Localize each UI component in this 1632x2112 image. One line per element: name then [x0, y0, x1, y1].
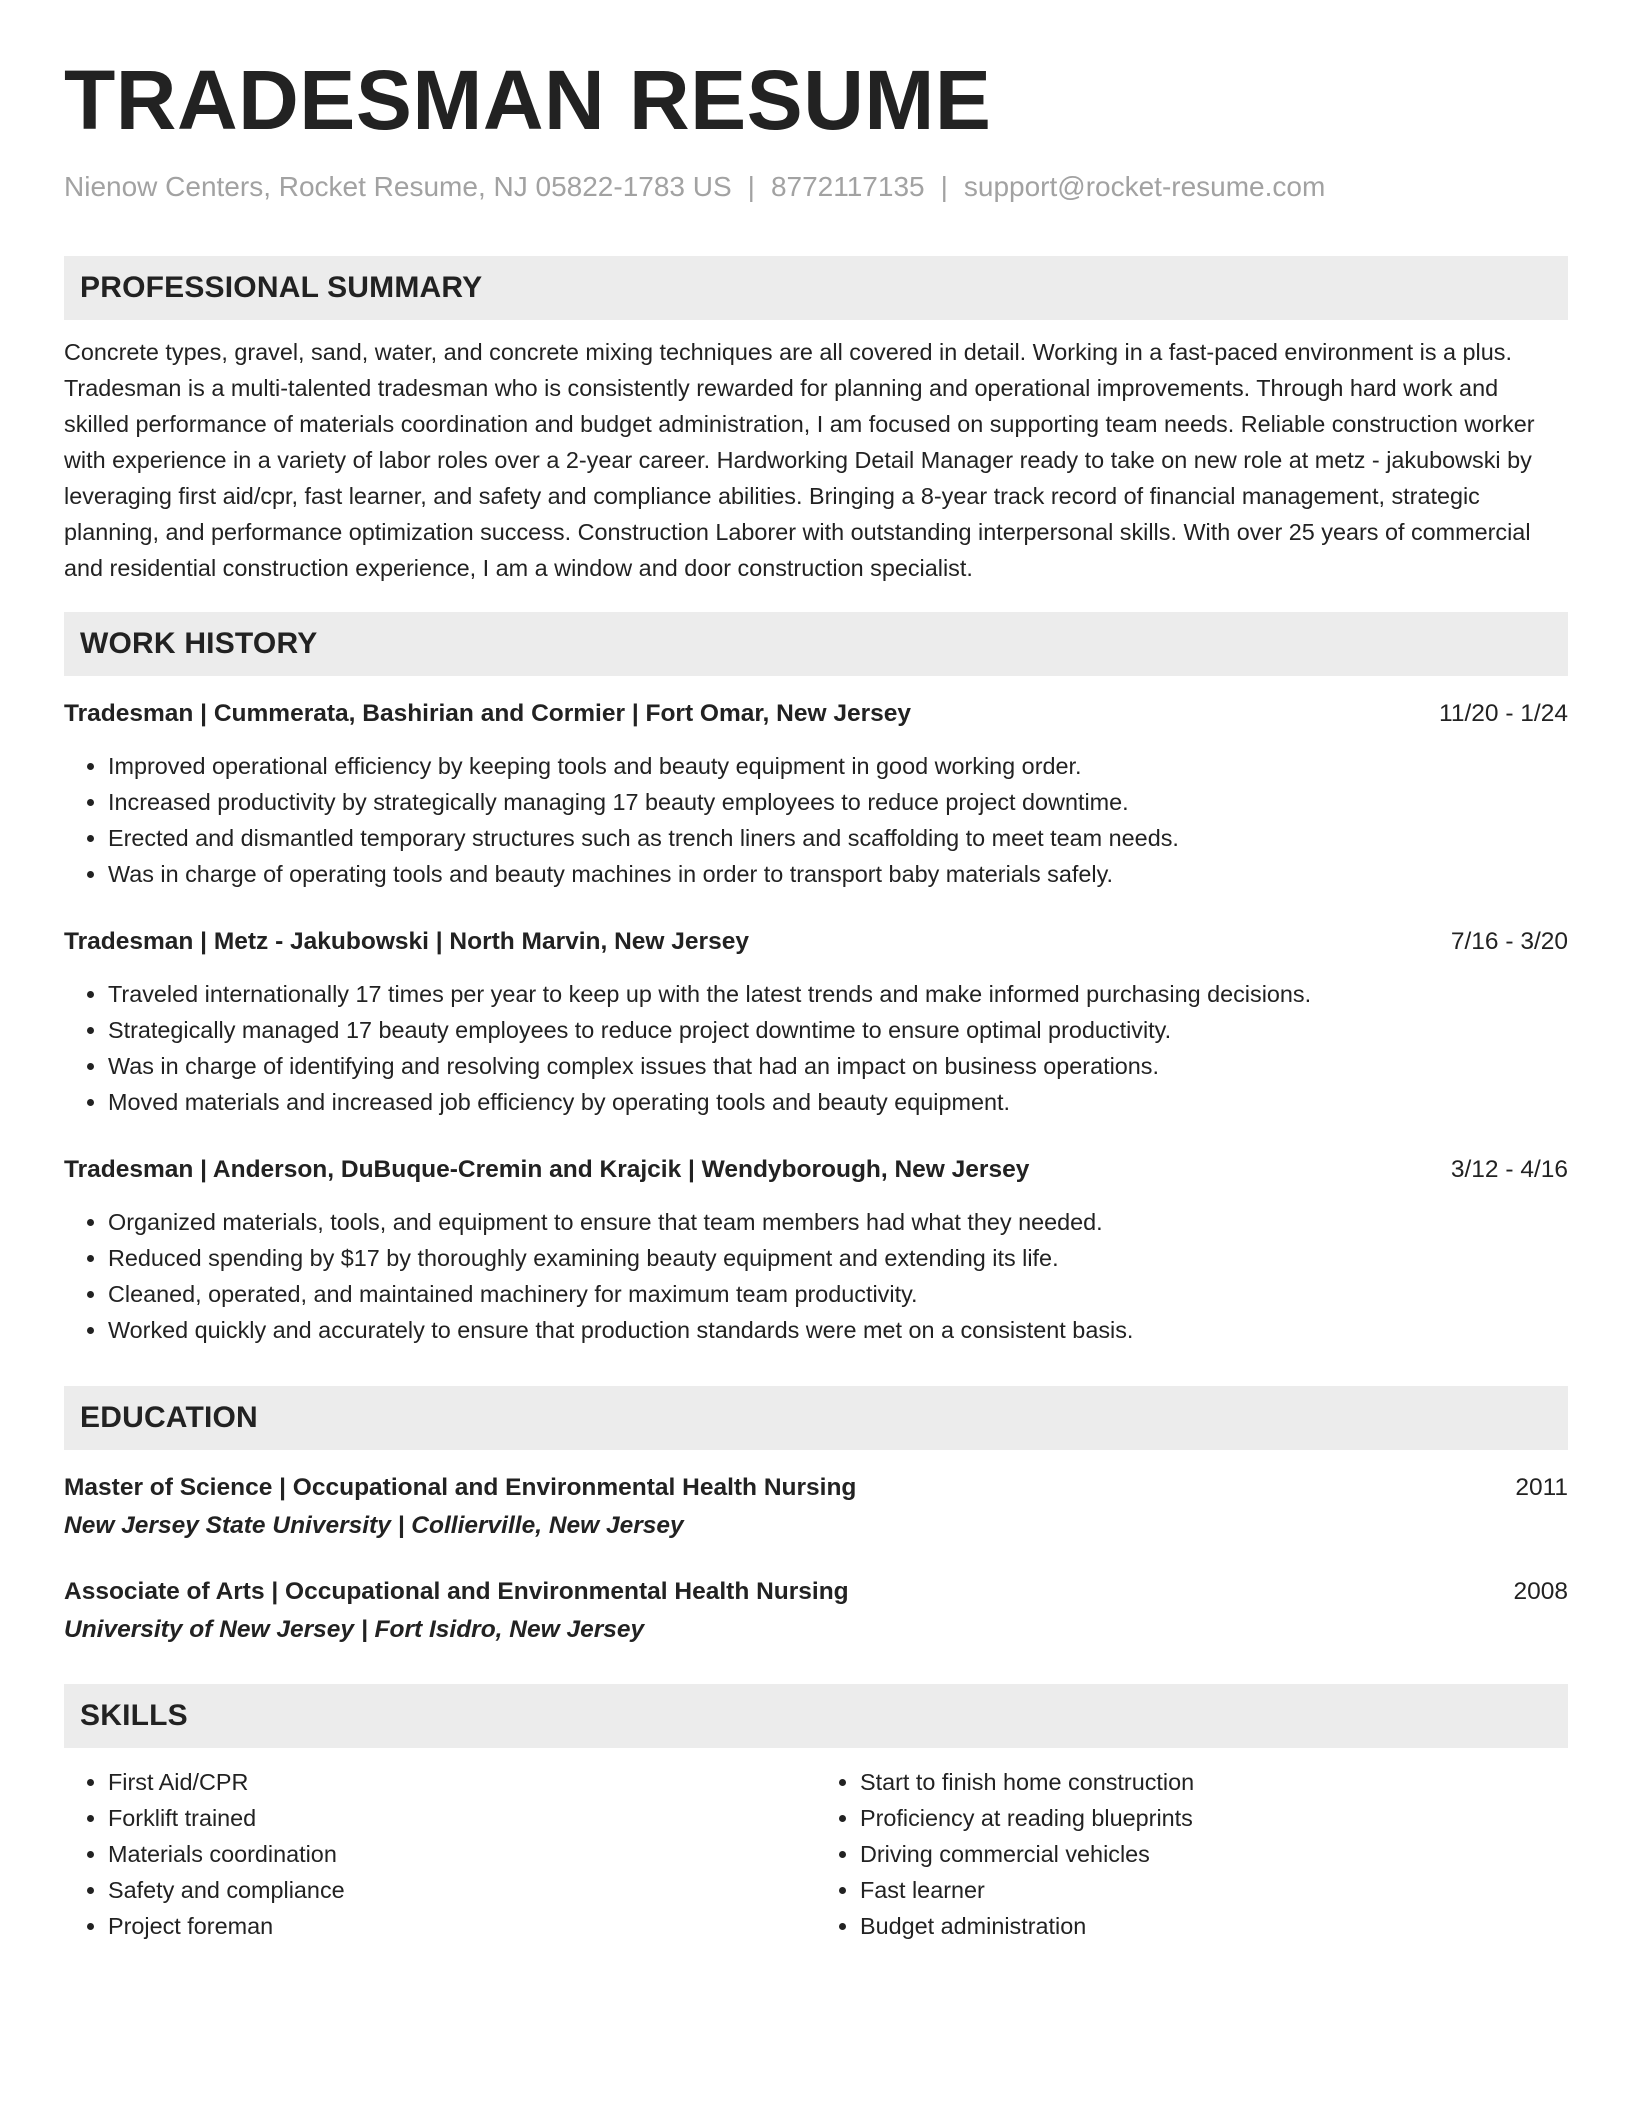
contact-phone: 8772117135 — [770, 171, 925, 202]
education-school: New Jersey State University | Collierville, New Jersey — [64, 1511, 684, 1539]
job-bullet: • Moved materials and increased job efficiency by operating tools and beauty equipment. — [108, 1084, 1568, 1120]
section-header-education: EDUCATION — [64, 1386, 1568, 1450]
job-bullet: • Reduced spending by $17 by thoroughly examining beauty equipment and extending its life. — [108, 1240, 1568, 1276]
skill-item: • Budget administration — [860, 1908, 1568, 1944]
section-header-summary: PROFESSIONAL SUMMARY — [64, 256, 1568, 320]
job-bullet: • Cleaned, operated, and maintained machinery for maximum team productivity. — [108, 1276, 1568, 1312]
education-year: 2011 — [1515, 1473, 1568, 1501]
contact-separator: | — [747, 171, 755, 202]
skills-column-right — [816, 1764, 1568, 1944]
job-bullet: • Increased productivity by strategically managing 17 beauty employees to reduce project downtime. — [108, 784, 1568, 820]
job-title: Tradesman | Metz - Jakubowski | North Marvin, New Jersey — [64, 927, 749, 955]
job-heading-row — [64, 926, 1568, 958]
job-bullet: • Traveled internationally 17 times per year to keep up with the latest trends and make informed purchasing decisions. — [108, 976, 1568, 1012]
skills-column-left — [64, 1764, 816, 1944]
job-dates: 3/12 - 4/16 — [1450, 1155, 1568, 1183]
education-degree: Master of Science | Occupational and Environmental Health Nursing — [64, 1473, 857, 1501]
skill-item: • First Aid/CPR — [108, 1764, 816, 1800]
skill-item: • Fast learner — [860, 1872, 1568, 1908]
skill-item: • Forklift trained — [108, 1800, 816, 1836]
job-bullet: • Was in charge of operating tools and beauty machines in order to transport baby materials safely. — [108, 856, 1568, 892]
skill-item: • Start to finish home construction — [860, 1764, 1568, 1800]
summary-text: Concrete types, gravel, sand, water, and concrete mixing techniques are all covered in detail. Working in a fast-paced environment is a plus. Tradesman is a multi-talented tradesman who is consistently rewarded for planning and operational improvements. Through hard work and skilled performance of materials coordination and budget administration, I am focused on supporting team needs. Reliable construction worker with experience in a variety of labor roles over a 2-year career. Hardworking Detail Manager ready to take on new role at metz - jakubowski by leveraging first aid/cpr, fast learner, and safety and compliance abilities. Bringing a 8-year track record of financial management, strategic planning, and performance optimization success. Construction Laborer with outstanding interpersonal skills. With over 25 years of commercial and residential construction experience, I am a window and door construction specialist. — [64, 338, 1535, 581]
job-dates: 7/16 - 3/20 — [1450, 927, 1568, 955]
job-heading-row — [64, 1154, 1568, 1186]
contact-separator: | — [940, 171, 948, 202]
job-bullets — [64, 1204, 1568, 1348]
contact-address: Nienow Centers, Rocket Resume, NJ 05822-1783 US — [64, 171, 732, 202]
job-title: Tradesman | Anderson, DuBuque-Cremin and Krajcik | Wendyborough, New Jersey — [64, 1155, 1030, 1183]
education-degree: Associate of Arts | Occupational and Environmental Health Nursing — [64, 1577, 849, 1605]
job-entry — [64, 926, 1568, 1120]
job-title: Tradesman | Cummerata, Bashirian and Cormier | Fort Omar, New Jersey — [64, 699, 912, 727]
job-entry — [64, 698, 1568, 892]
job-dates: 11/20 - 1/24 — [1439, 699, 1568, 727]
job-entry — [64, 1154, 1568, 1348]
education-entry — [64, 1472, 1568, 1542]
job-bullets — [64, 976, 1568, 1120]
job-bullet: • Erected and dismantled temporary structures such as trench liners and scaffolding to meet team needs. — [108, 820, 1568, 856]
contact-email: support@rocket-resume.com — [963, 171, 1326, 202]
job-bullets — [64, 748, 1568, 892]
resume-title: TRADESMAN RESUME — [64, 53, 992, 147]
job-bullet: • Organized materials, tools, and equipment to ensure that team members had what they needed. — [108, 1204, 1568, 1240]
section-header-work-history: WORK HISTORY — [64, 612, 1568, 676]
skill-item: • Project foreman — [108, 1908, 816, 1944]
education-school: University of New Jersey | Fort Isidro, New Jersey — [64, 1615, 645, 1643]
job-bullet: • Was in charge of identifying and resolving complex issues that had an impact on business operations. — [108, 1048, 1568, 1084]
contact-line — [64, 170, 1568, 204]
section-header-skills: SKILLS — [64, 1684, 1568, 1748]
skill-item: • Proficiency at reading blueprints — [860, 1800, 1568, 1836]
skill-item: • Safety and compliance — [108, 1872, 816, 1908]
job-heading-row — [64, 698, 1568, 730]
skill-item: • Driving commercial vehicles — [860, 1836, 1568, 1872]
education-heading-row — [64, 1472, 1568, 1504]
skills-list — [64, 1764, 1568, 1944]
education-entry — [64, 1576, 1568, 1646]
education-year: 2008 — [1513, 1577, 1568, 1605]
skill-item: • Materials coordination — [108, 1836, 816, 1872]
education-heading-row — [64, 1576, 1568, 1608]
job-bullet: • Improved operational efficiency by keeping tools and beauty equipment in good working order. — [108, 748, 1568, 784]
job-bullet: • Worked quickly and accurately to ensure that production standards were met on a consistent basis. — [108, 1312, 1568, 1348]
job-bullet: • Strategically managed 17 beauty employees to reduce project downtime to ensure optimal productivity. — [108, 1012, 1568, 1048]
